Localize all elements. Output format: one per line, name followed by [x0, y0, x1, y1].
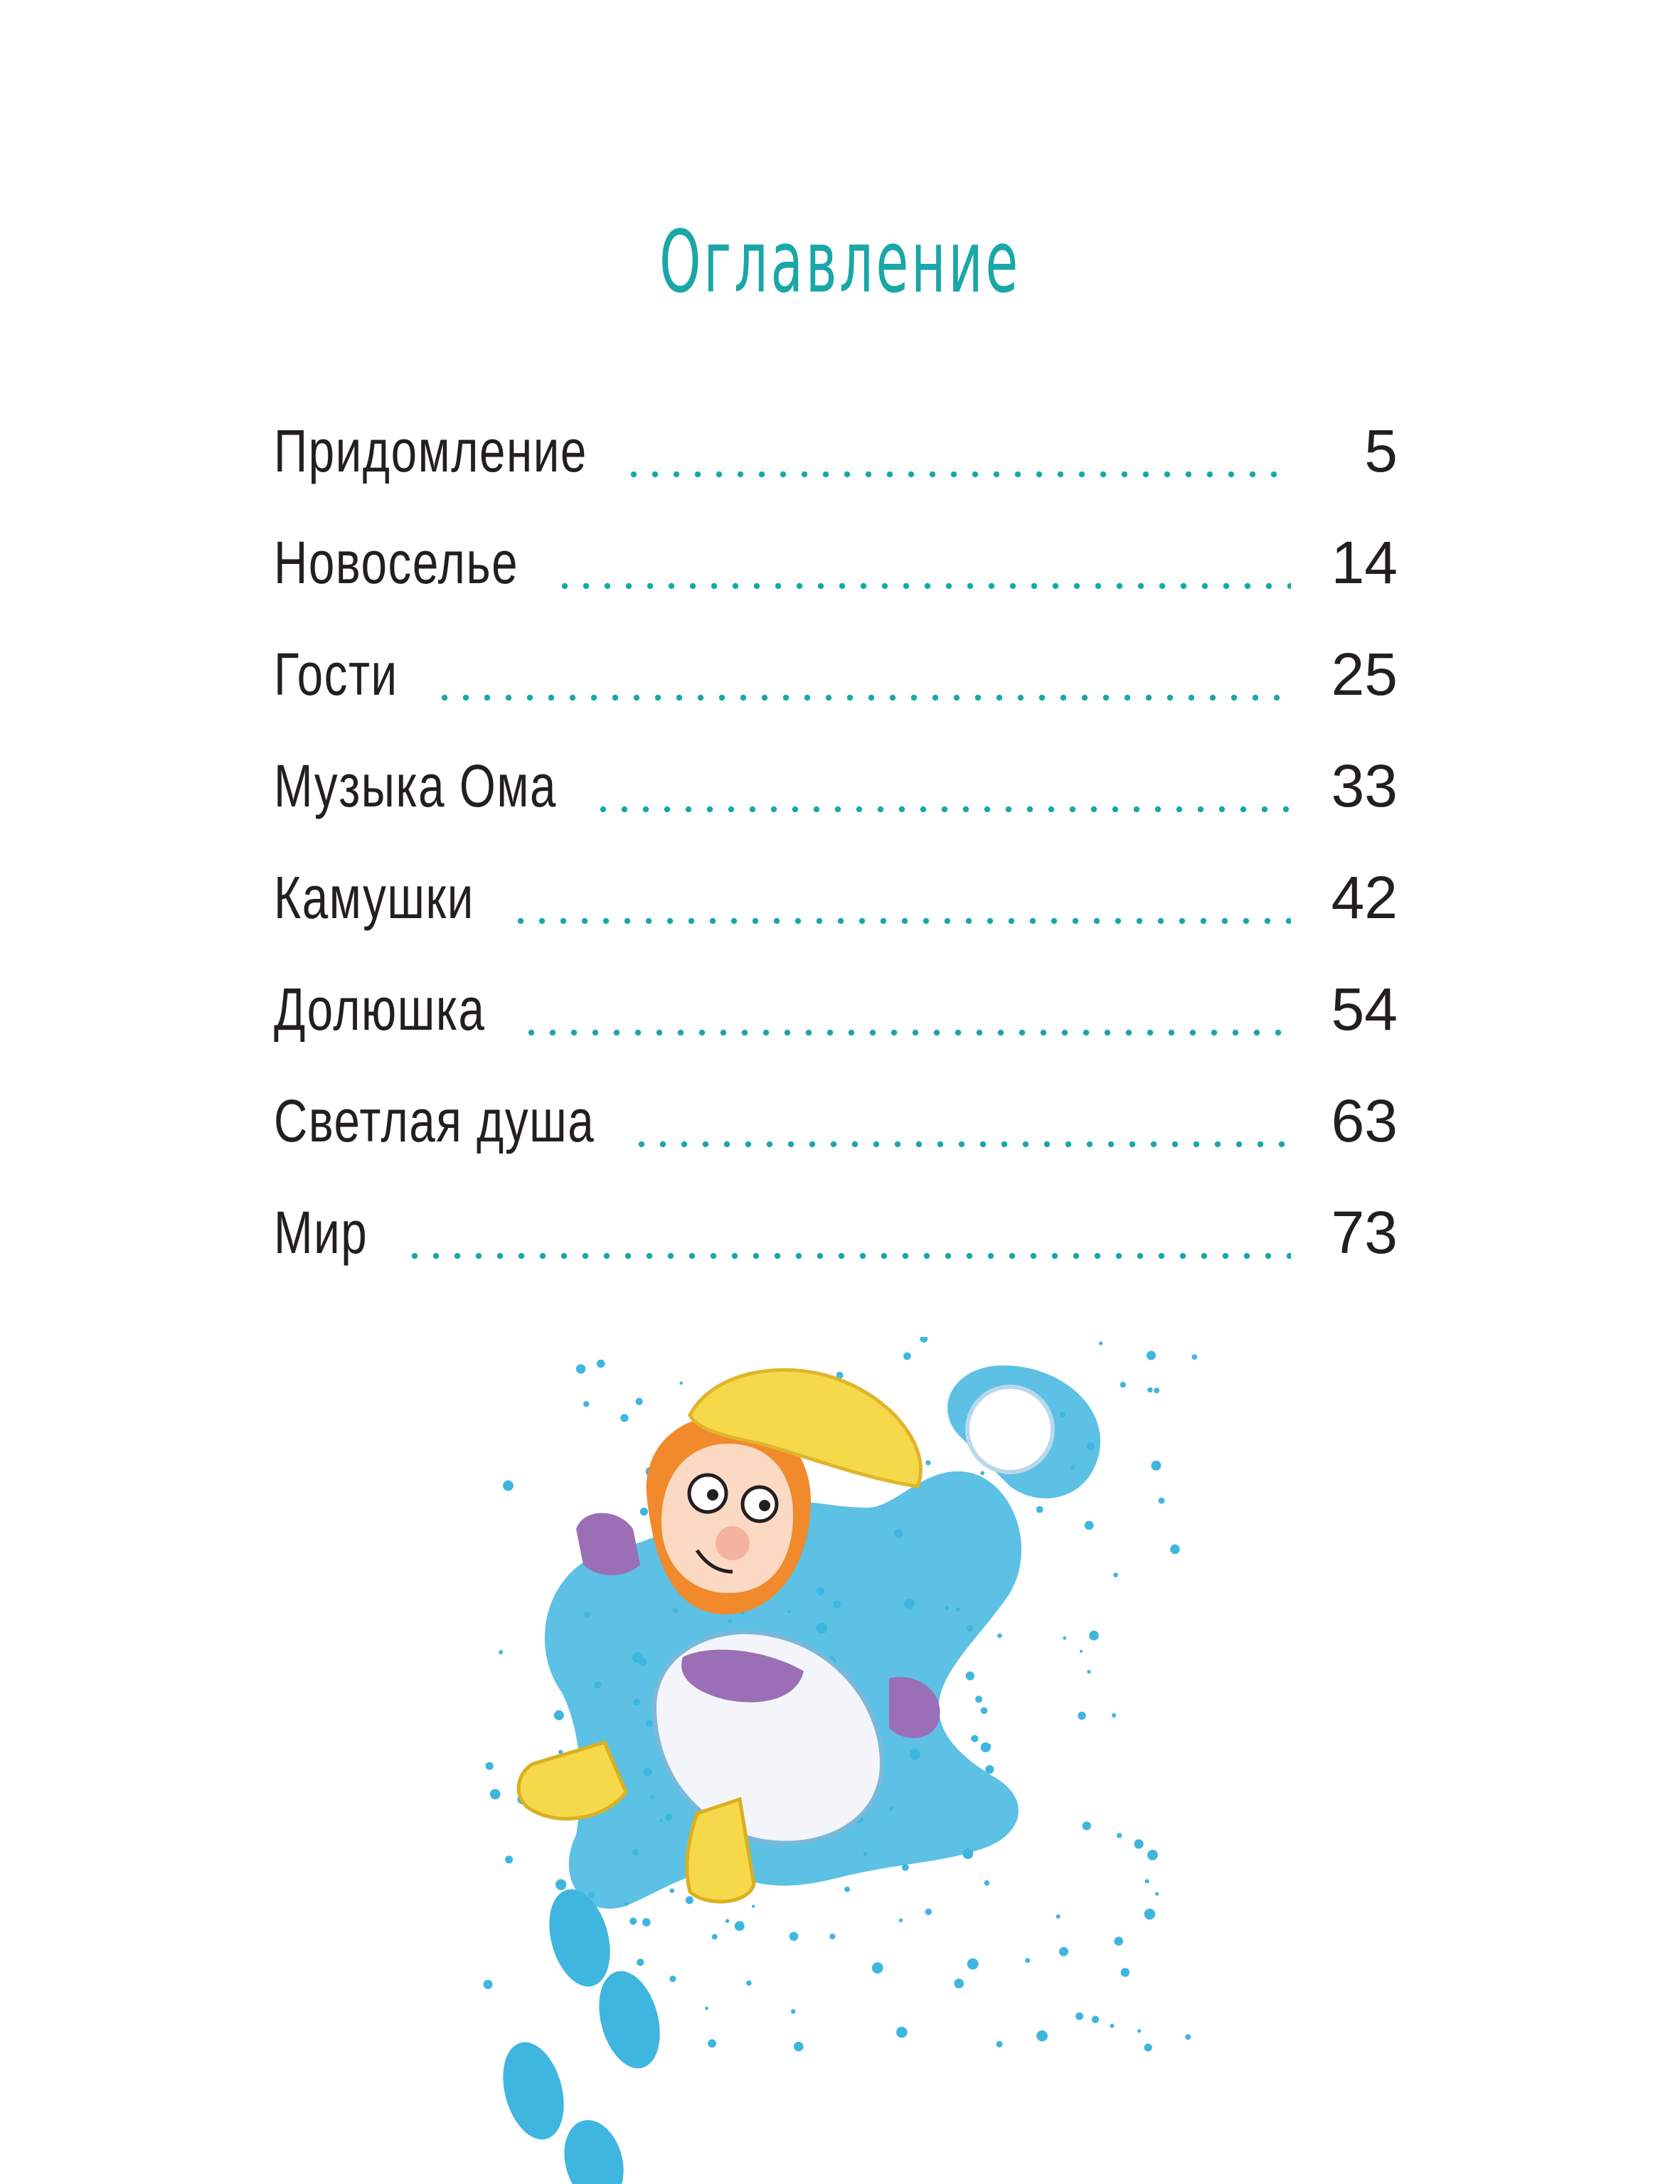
- snow-speck: [975, 1695, 982, 1703]
- snow-speck: [1063, 1636, 1066, 1640]
- snow-speck: [967, 1959, 979, 1970]
- snow-speck: [1121, 1968, 1129, 1976]
- snow-speck: [505, 1855, 513, 1863]
- snow-speck: [1170, 1545, 1180, 1555]
- snow-speck: [980, 1471, 984, 1476]
- snow-speck: [1117, 1833, 1122, 1838]
- snow-speck: [640, 1508, 648, 1516]
- snow-speck: [1120, 1382, 1126, 1387]
- toc-entry-title: Музыка Ома: [274, 752, 558, 819]
- toc-entry-page: 5: [1364, 417, 1398, 484]
- snow-speck: [637, 1959, 644, 1966]
- snow-speck: [484, 1980, 493, 1989]
- snow-speck: [829, 1934, 835, 1939]
- toc-entry[interactable]: [274, 611, 1398, 723]
- snow-speck: [708, 2039, 716, 2047]
- snow-speck: [1059, 1947, 1068, 1956]
- snow-speck: [636, 1398, 643, 1405]
- snow-speck: [1085, 1521, 1094, 1530]
- toc-entry-title: Камушки: [274, 864, 474, 931]
- snow-angel-illustration: [441, 1337, 1238, 2184]
- snow-speck: [1147, 1850, 1158, 1860]
- snow-speck: [1151, 1461, 1161, 1471]
- toc-entry-page: 73: [1331, 1199, 1398, 1266]
- snow-speck: [1080, 1650, 1083, 1653]
- snow-speck: [1147, 1387, 1152, 1392]
- snow-speck: [981, 1742, 991, 1752]
- snow-speck: [1036, 2030, 1048, 2042]
- toc-entry[interactable]: [274, 946, 1398, 1058]
- snow-speck: [1155, 1892, 1159, 1896]
- snow-speck: [576, 1364, 585, 1373]
- snow-speck: [554, 1710, 564, 1720]
- snow-speck: [669, 1888, 674, 1893]
- snow-speck: [1145, 1879, 1149, 1883]
- toc-entry-title: Новоселье: [274, 529, 519, 596]
- toc-entry-page: 33: [1331, 752, 1398, 819]
- toc-entry[interactable]: [274, 723, 1398, 834]
- snow-speck: [669, 1976, 676, 1982]
- snow-speck: [1113, 1572, 1118, 1577]
- snow-speck: [1137, 2029, 1141, 2033]
- snow-speck: [620, 1414, 628, 1422]
- snow-speck: [679, 1382, 683, 1385]
- dot-leader: [592, 806, 1291, 813]
- snow-speck: [555, 1879, 566, 1890]
- snow-speck: [1056, 1914, 1060, 1919]
- snow-speck: [925, 1460, 930, 1465]
- toc-entry-page: 42: [1331, 864, 1398, 931]
- footprint-marks: [493, 1882, 670, 2184]
- snow-speck: [791, 2009, 796, 2014]
- snow-speck: [686, 1896, 693, 1904]
- snow-speck: [735, 1921, 745, 1931]
- snow-speck: [503, 1481, 514, 1491]
- snow-speck: [996, 2041, 1003, 2047]
- snow-speck: [872, 1962, 883, 1973]
- snow-speck: [486, 1762, 494, 1770]
- snow-speck: [971, 1735, 978, 1742]
- dot-leader: [521, 1029, 1291, 1036]
- toc-entry-title: Светлая душа: [274, 1087, 595, 1154]
- snow-speck: [981, 1708, 988, 1715]
- toc-entry[interactable]: [274, 1169, 1398, 1281]
- dot-leader: [434, 694, 1291, 701]
- snow-speck: [1036, 1506, 1043, 1513]
- snow-speck: [705, 2007, 708, 2010]
- snow-speck: [794, 2042, 804, 2052]
- snow-speck: [1110, 2024, 1115, 2028]
- snow-speck: [844, 1887, 850, 1892]
- snow-speck: [1115, 1937, 1124, 1946]
- toc-entry-page: 14: [1331, 529, 1398, 596]
- snow-speck: [899, 1919, 903, 1922]
- snow-speck: [1087, 1670, 1090, 1673]
- snow-speck: [1092, 2016, 1099, 2023]
- snow-speck: [597, 1360, 605, 1368]
- snow-speck: [712, 1934, 718, 1939]
- snow-speck: [490, 1789, 501, 1800]
- snow-speck: [1089, 1631, 1099, 1641]
- toc-entry[interactable]: [274, 1058, 1398, 1169]
- toc-entry[interactable]: [274, 834, 1398, 946]
- toc-entry-page: 63: [1331, 1087, 1398, 1154]
- snow-speck: [984, 1880, 990, 1886]
- snow-speck: [499, 1650, 503, 1654]
- snow-speck: [752, 1905, 755, 1907]
- toc-entry-title: Придомление: [274, 417, 588, 484]
- snow-speck: [1078, 1712, 1085, 1720]
- snow-speck: [1083, 1821, 1091, 1830]
- snow-speck: [1075, 2013, 1083, 2020]
- toc-entry[interactable]: [274, 499, 1398, 611]
- dot-leader: [554, 582, 1291, 590]
- snow-speck: [1144, 1909, 1155, 1919]
- snow-speck: [629, 1917, 637, 1924]
- snow-speck: [1144, 2044, 1152, 2052]
- toc-entry-title: Долюшка: [274, 976, 486, 1043]
- snow-speck: [725, 1919, 730, 1923]
- dot-leader: [404, 1252, 1291, 1259]
- snow-speck: [1185, 2034, 1191, 2040]
- snow-speck: [1192, 1354, 1198, 1360]
- snow-speck: [1154, 1387, 1159, 1393]
- snow-speck: [920, 1337, 927, 1343]
- snow-speck: [1134, 1839, 1144, 1848]
- snow-speck: [1025, 1958, 1030, 1963]
- toc-entry-title: Гости: [274, 641, 398, 708]
- snow-speck: [790, 1932, 799, 1941]
- snow-speck: [746, 1981, 752, 1986]
- dot-leader: [510, 917, 1291, 925]
- snow-speck: [966, 1671, 974, 1680]
- toc-entry-page: 54: [1331, 976, 1398, 1043]
- page-title: Оглавление: [659, 213, 1021, 313]
- dot-leader: [631, 1141, 1291, 1148]
- snow-speck: [925, 1909, 932, 1915]
- snow-speck: [1112, 1713, 1116, 1717]
- table-of-contents: [274, 388, 1398, 1281]
- toc-entry-title: Мир: [274, 1199, 368, 1266]
- snow-speck: [1159, 1498, 1165, 1504]
- snow-speck: [642, 1918, 651, 1927]
- snow-speck: [896, 2027, 908, 2038]
- snow-speck: [955, 1978, 964, 1988]
- toc-entry-page: 25: [1331, 641, 1398, 708]
- snow-speck: [903, 1353, 911, 1360]
- dot-leader: [623, 471, 1291, 478]
- toc-entry[interactable]: [274, 388, 1398, 499]
- snow-speck: [997, 1634, 1001, 1638]
- snow-speck: [1147, 1351, 1156, 1360]
- snow-speck: [583, 1401, 589, 1407]
- snow-speck: [1099, 1341, 1102, 1345]
